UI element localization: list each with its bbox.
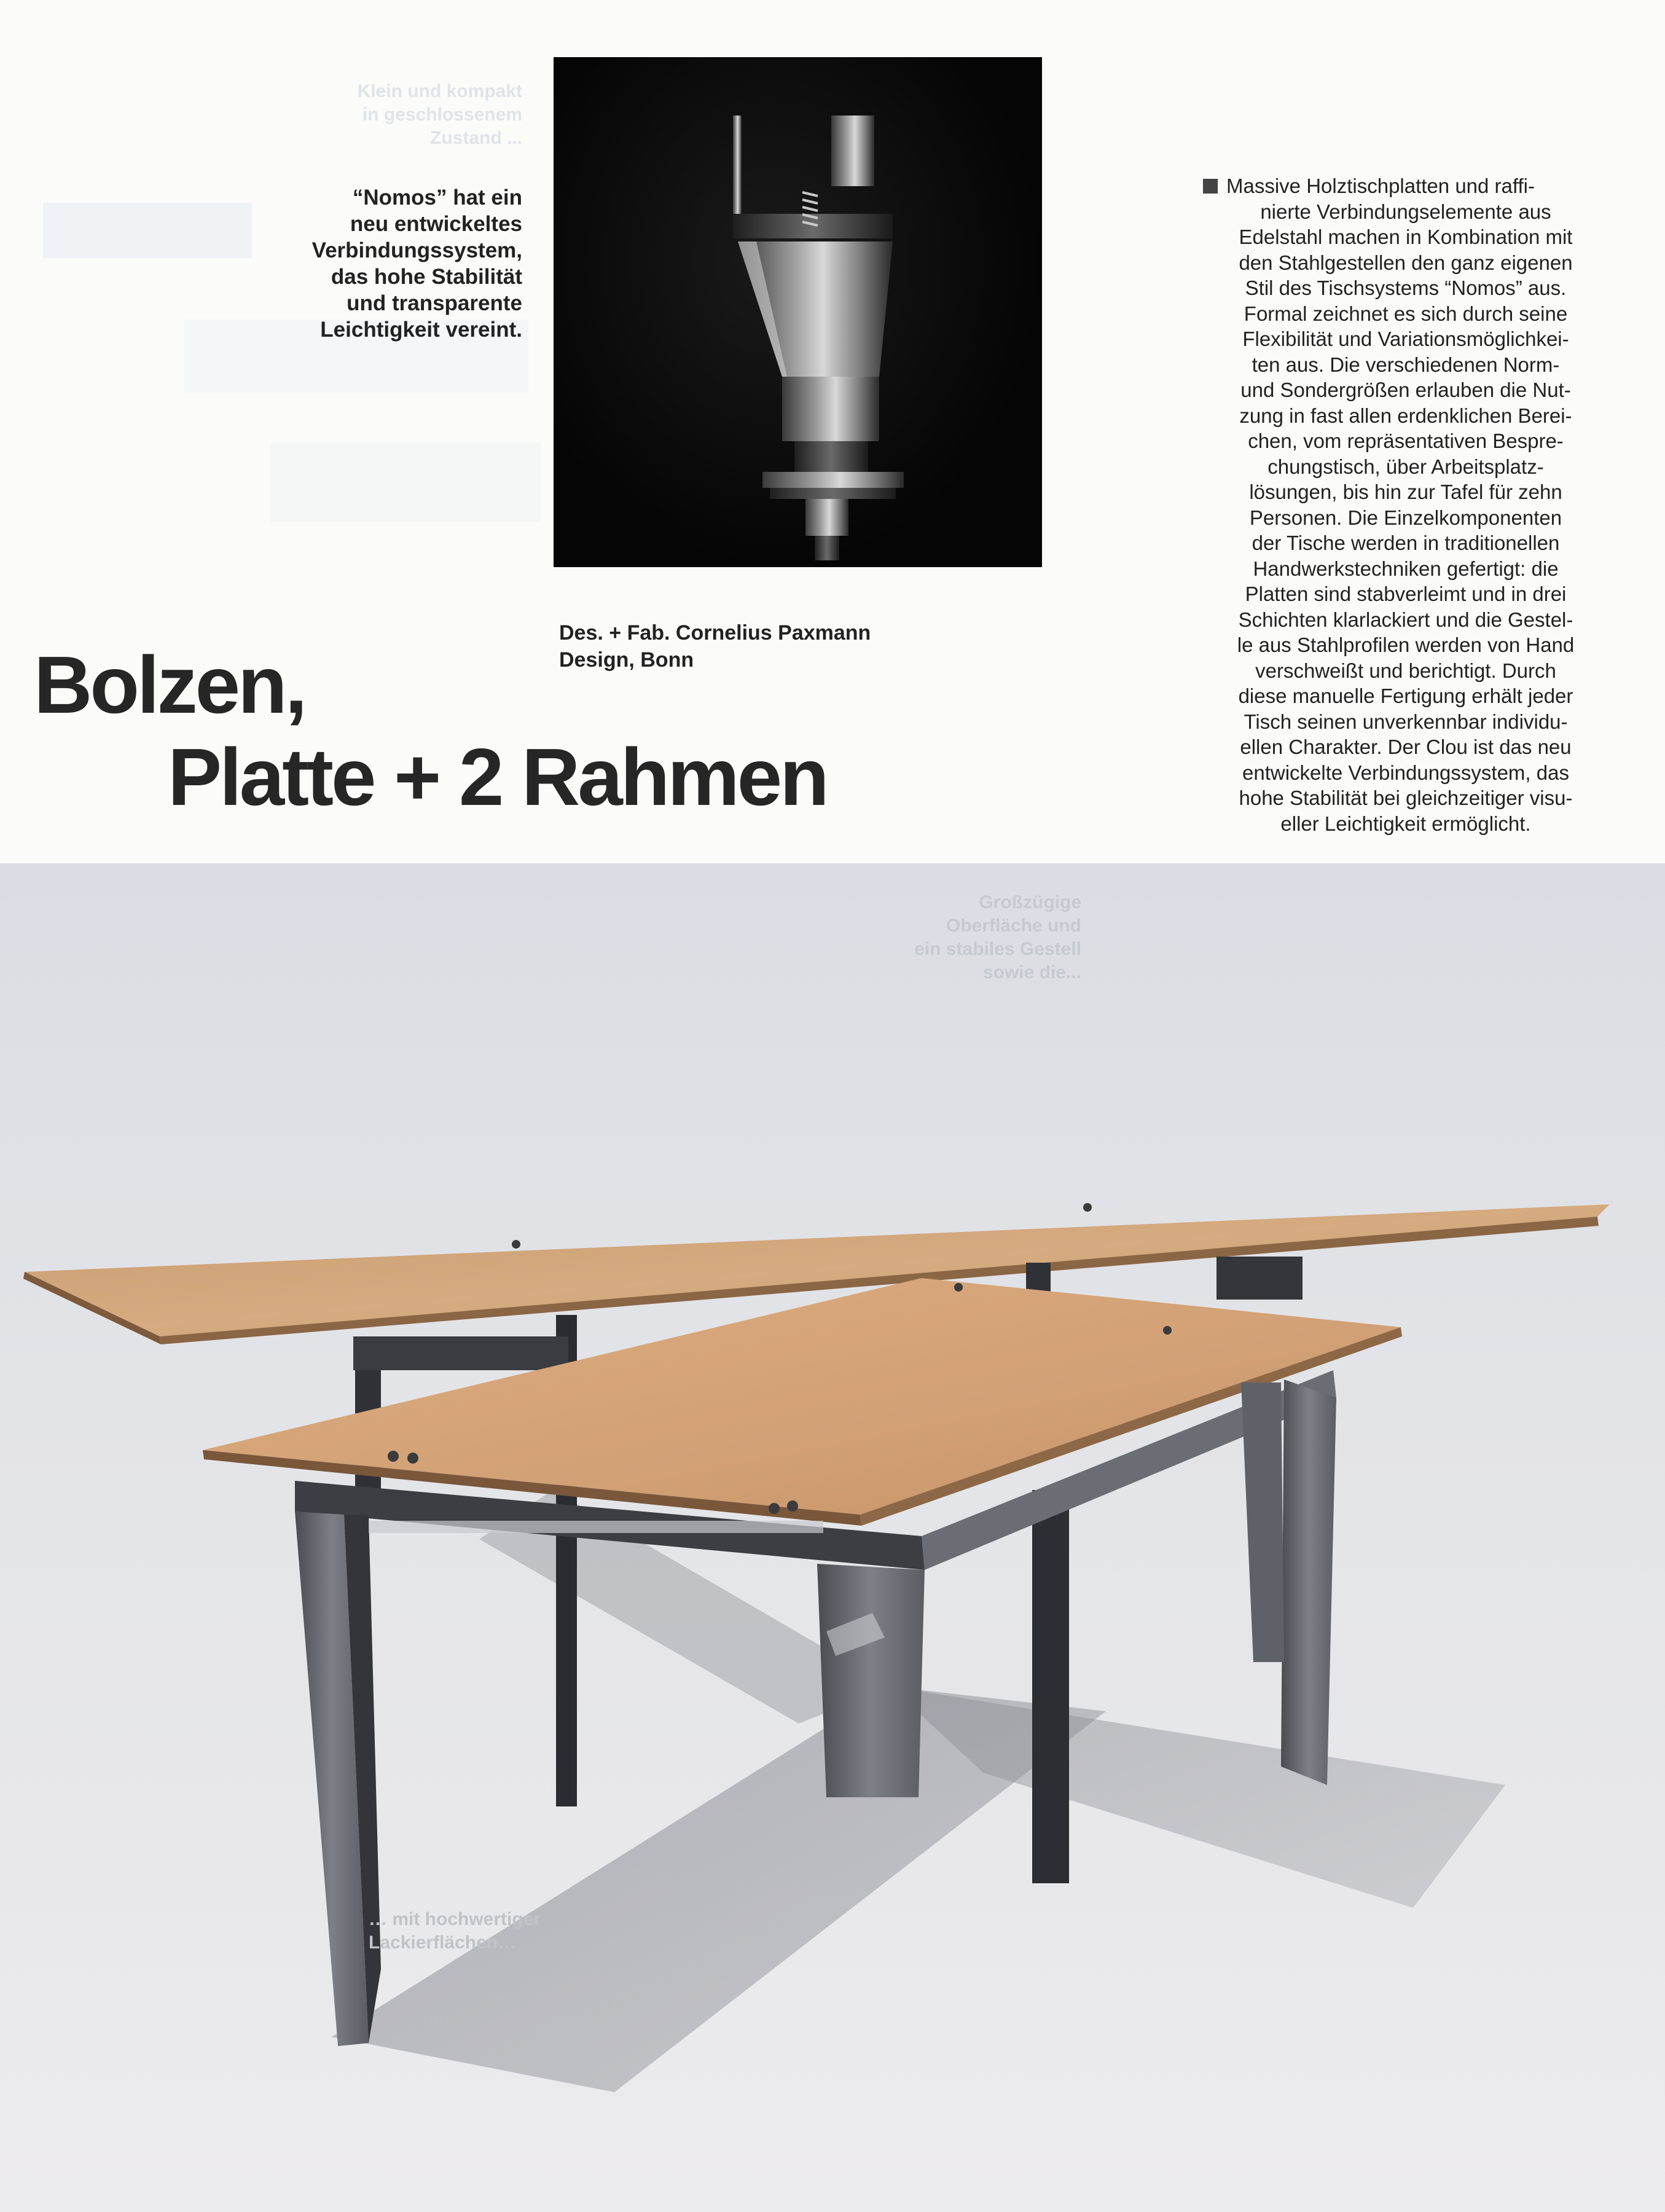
body-line: zung in fast allen erdenklichen Berei- bbox=[1239, 404, 1572, 427]
caption-line: und transparente bbox=[347, 291, 522, 315]
caption-line: Verbindungssystem, bbox=[311, 238, 522, 262]
body-line: Massive Holztischplatten und raffi- bbox=[1203, 173, 1608, 199]
body-line: Edelstahl machen in Kombination mit bbox=[1239, 226, 1573, 248]
show-through-caption: Großzügige Oberfläche und ein stabiles Gestell sowie die... bbox=[914, 892, 1081, 982]
body-line: Personen. Die Einzelkomponenten bbox=[1249, 506, 1562, 529]
headline-line-2: Platte + 2 Rahmen bbox=[168, 732, 827, 822]
body-line: le aus Stahlprofilen werden von Hand bbox=[1237, 633, 1575, 656]
body-line: chen, vom repräsentativen Bespre- bbox=[1248, 429, 1564, 452]
body-line: Formal zeichnet es sich durch seine bbox=[1244, 302, 1568, 325]
show-through-block bbox=[270, 442, 541, 522]
show-through-caption: Klein und kompakt in geschlossenem Zustand ... bbox=[357, 81, 522, 148]
body-line: verschweißt und berichtigt. Durch bbox=[1255, 659, 1556, 682]
square-bullet-icon bbox=[1203, 179, 1218, 194]
nomos-tables-illustration bbox=[0, 863, 1665, 2212]
body-line: diese manuelle Fertigung erhält jeder bbox=[1238, 684, 1573, 707]
show-through-heading: … mit hochwertiger Lackierflächen… bbox=[369, 1909, 541, 1953]
body-line: Tisch seinen unverkennbar individu- bbox=[1244, 710, 1568, 733]
caption-line: Leichtigkeit vereint. bbox=[320, 318, 522, 342]
caption-line: das hohe Stabilität bbox=[331, 265, 522, 289]
body-line: ellen Charakter. Der Clou ist das neu bbox=[1240, 735, 1572, 758]
body-line: Platten sind stabverleimt und in drei bbox=[1245, 582, 1567, 605]
body-line: Flexibilität und Variationsmöglichkei- bbox=[1242, 327, 1569, 350]
credit-location: Design, Bonn bbox=[559, 648, 694, 672]
connector-bolt-illustration bbox=[554, 57, 1042, 567]
credit-designer: Des. + Fab. Cornelius Paxmann bbox=[559, 621, 871, 645]
article-headline bbox=[34, 639, 955, 823]
body-line: hohe Stabilität bei gleichzeitiger visu- bbox=[1239, 786, 1573, 809]
body-line: eller Leichtigkeit ermöglicht. bbox=[1280, 812, 1531, 835]
show-through-block bbox=[43, 203, 252, 258]
body-line: und Sondergrößen erlauben die Nut- bbox=[1240, 378, 1571, 401]
body-line: lösungen, bis hin zur Tafel für zehn bbox=[1249, 480, 1562, 503]
bolt-photo bbox=[554, 57, 1042, 567]
body-line: den Stahlgestellen den ganz eigenen bbox=[1239, 251, 1573, 274]
tables-photo bbox=[0, 863, 1665, 2212]
body-line: ten aus. Die verschiedenen Norm- bbox=[1252, 353, 1560, 376]
article-body bbox=[1203, 173, 1608, 836]
body-line: Stil des Tischsystems “Nomos” aus. bbox=[1245, 276, 1567, 299]
body-line: entwickelte Verbindungssystem, das bbox=[1242, 761, 1569, 784]
headline-line-1: Bolzen, bbox=[34, 640, 305, 730]
caption-line: neu entwickeltes bbox=[350, 212, 522, 236]
body-line: der Tische werden in traditionellen bbox=[1252, 531, 1560, 554]
caption-line: “Nomos” hat ein bbox=[352, 186, 522, 210]
body-line: chungstisch, über Arbeitsplatz- bbox=[1267, 455, 1544, 478]
body-line: Handwerkstechniken gefertigt: die bbox=[1253, 557, 1559, 580]
body-line: Schichten klarlackiert und die Gestel- bbox=[1238, 608, 1573, 631]
photo-caption bbox=[258, 184, 522, 343]
body-line: nierte Verbindungselemente aus bbox=[1260, 200, 1551, 223]
